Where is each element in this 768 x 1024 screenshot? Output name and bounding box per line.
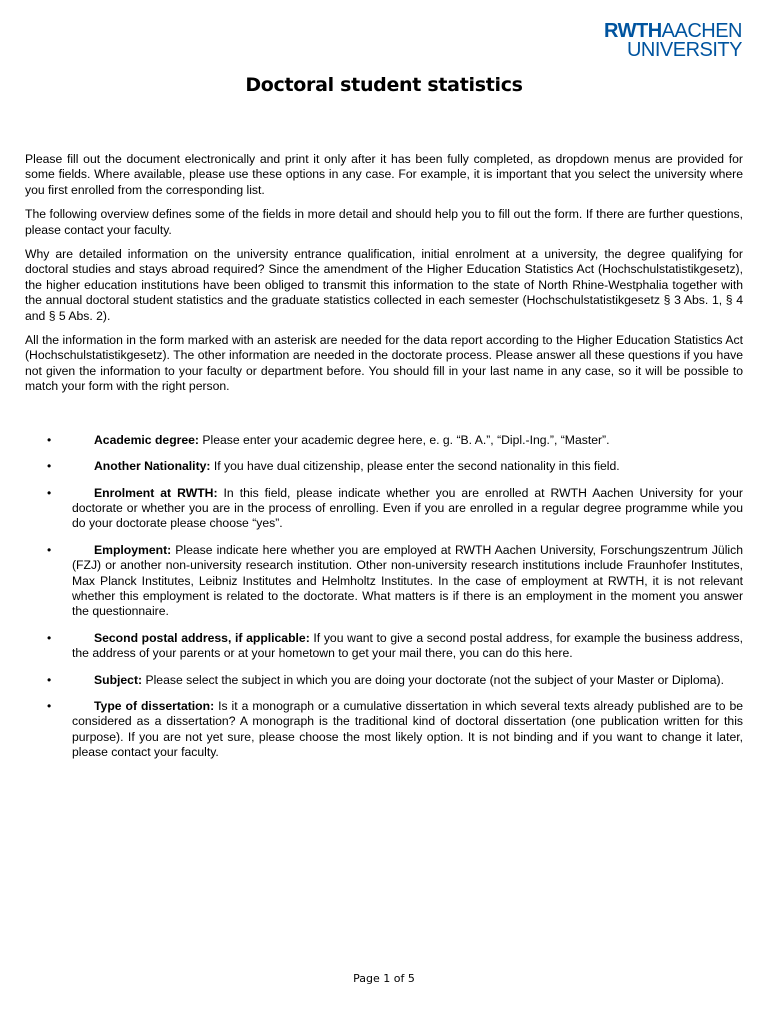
rwth-logo [602,22,742,60]
field-term: Second postal address, if applicable: [94,630,310,645]
logo-aachen: AACHEN [661,20,742,42]
page-title: Doctoral student statistics [245,74,523,96]
field-description: Please select the subject in which you are doing your doctorate (not the subject of your Master or Diploma). [142,672,724,687]
list-item [25,631,743,662]
logo-rwth: RWTH [604,20,662,42]
logo-university: UNIVERSITY [626,39,742,61]
list-item [25,699,743,761]
bullet-icon: • [47,485,52,500]
intro-paragraph-3: Why are detailed information on the university entrance qualification, initial enrolment at a university, the degree qualifying for doctoral studies and stays abroad required? Since the amendment of the Higher Education Statistics Act (Hochschulstatistikgesetz), the higher education institutions have been obliged to transmit this information to the state of North Rhine-Westphalia together with the annual doctoral student statistics and the graduate statistics collected in each semester (Hochschulstatistikgesetz § 3 Abs. 1, § 4 and § 5 Abs. 2). [25,247,743,323]
field-term: Subject: [94,672,143,687]
list-item [25,673,743,688]
bullet-icon: • [47,698,52,713]
bullet-icon: • [47,459,52,474]
list-item [25,543,743,620]
intro-paragraph-4: All the information in the form marked with an asterisk are needed for the data report according to the Higher Education Statistics Act (Hochschulstatistikgesetz). The other information are needed in the doctorate process. Please answer all these questions if you have not given the information to your faculty or department before. You should fill in your last name in any case, so it will be possible to match your form with the right person. [25,333,743,394]
list-item [25,486,743,532]
field-description: If you have dual citizenship, please enter the second nationality in this field. [210,459,620,474]
field-description: If you want to give a second postal address, for example the business address, the address of your parents or at your hometown to get your mail there, you can do this here. [72,630,743,661]
page-number: Page 1 of 5 [353,972,415,985]
field-term: Another Nationality: [94,459,211,474]
intro-paragraph-2: The following overview defines some of the fields in more detail and should help you to fill out the form. If there are further questions, please contact your faculty. [25,207,743,237]
field-definitions-list [25,433,743,761]
list-item [25,459,743,474]
field-description: Is it a monograph or a cumulative dissertation in which several texts already published are to be considered as a dissertation? A monograph is the traditional kind of doctoral dissertation (one publication written for this purpose). If you are not yet sure, please choose the most likely option. It is not binding and if you want to change it later, please contact your faculty. [72,698,743,760]
field-description: Please indicate here whether you are employed at RWTH Aachen University, Forschungszentrum Jülich (FZJ) or another non-university research institution. Other non-university research institutions include Fraunhofer Institutes, Max Planck Institutes, Leibniz Institutes and Helmholtz Institutes. In the case of employment at RWTH, it is not relevant whether this employment is related to the doctorate. What matters is if there is an employment in the moment you answer the questionnaire. [72,542,743,619]
bullet-icon: • [47,630,52,645]
field-description: In this field, please indicate whether you are enrolled at RWTH Aachen University for your doctorate or whether you are in the process of enrolling. Even if you are enrolled in a regular degree programme while you do your doctorate please choose “yes”. [72,485,743,531]
field-term: Enrolment at RWTH: [94,485,218,500]
document-body [25,152,743,772]
field-term: Employment: [94,542,172,557]
bullet-icon: • [47,542,52,557]
list-item [25,433,743,448]
field-description: Please enter your academic degree here, e. g. “B. A.”, “Dipl.-Ing.”, “Master”. [199,432,610,447]
bullet-icon: • [47,672,52,687]
field-term: Type of dissertation: [94,698,215,713]
bullet-icon: • [47,432,52,447]
intro-paragraph-1: Please fill out the document electronically and print it only after it has been fully completed, as dropdown menus are provided for some fields. Where available, please use these options in any case. For example, it is important that you select the university where you first enrolled from the corresponding list. [25,152,743,197]
field-term: Academic degree: [94,432,199,447]
